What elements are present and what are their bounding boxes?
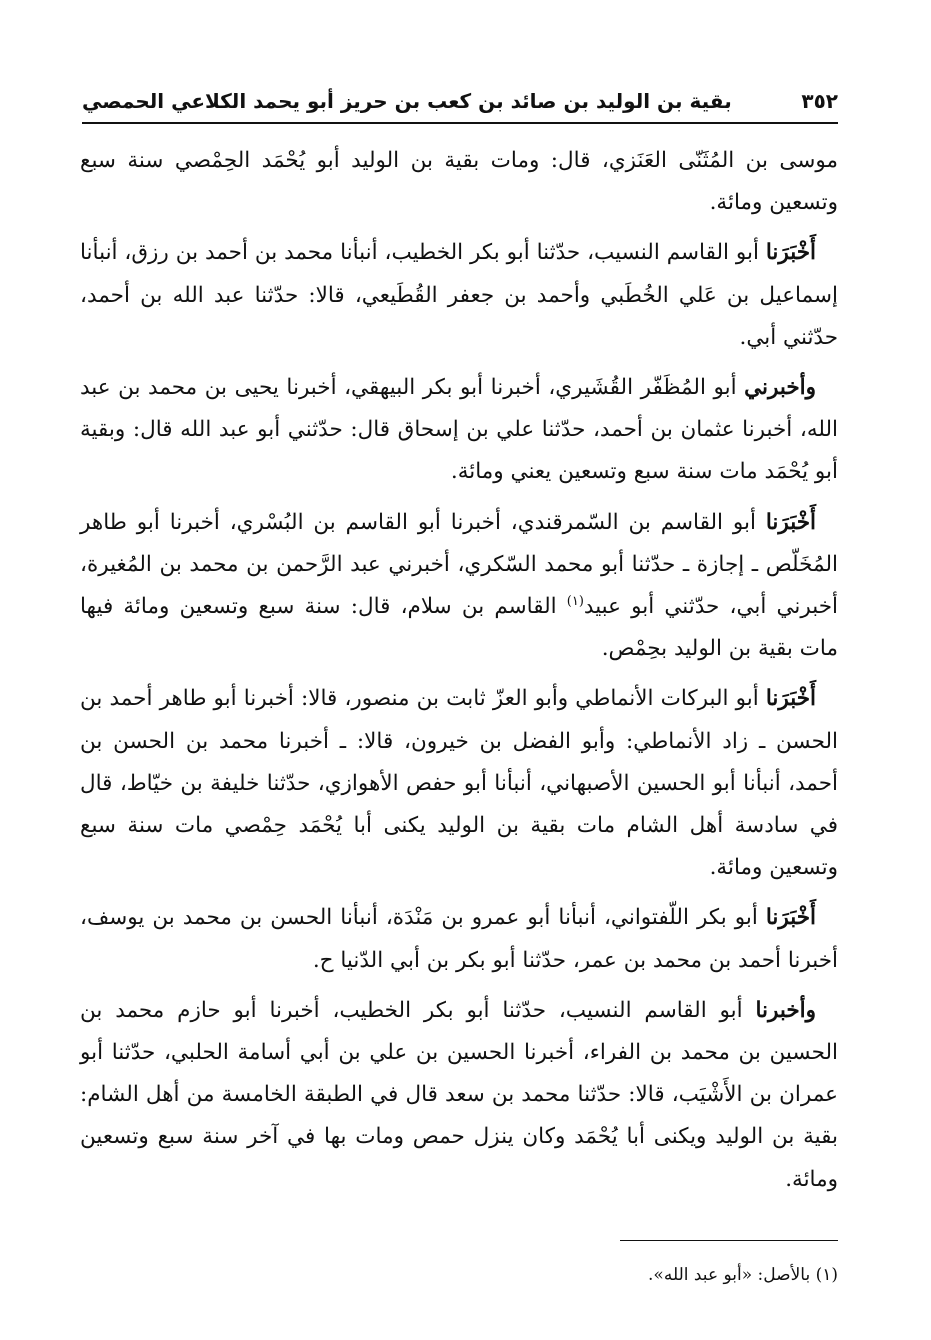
page-number: ٣٥٢ [801, 89, 838, 113]
paragraph [80, 140, 838, 224]
paragraph-lead-word: أَخْبَرَنا [765, 686, 816, 712]
page-header [82, 84, 838, 118]
paragraph [80, 990, 838, 1201]
paragraph-text: أبو البركات الأنماطي وأبو العزّ ثابت بن منصور، قالا: أخبرنا أبو طاهر أحمد بن الحسن ـ زاد الأنماطي: وأبو الفضل بن خيرون، قالا: ـ أخبرنا محمد بن الحسن بن أحمد، أنبأنا أبو الحسين الأصبهاني، أنبأنا أبو حفص الأهوازي، حدّثنا خليفة بن خيّاط، قال في سادسة أهل الشام مات بقية بن الوليد يكنى أبا يُحْمَد حِمْصي مات سنة سبع وتسعين ومائة. [80, 686, 838, 881]
paragraph-text: أبو بكر اللّفتواني، أنبأنا أبو عمرو بن مَنْدَة، أنبأنا الحسن بن محمد بن يوسف، أخبرنا أحمد بن محمد بن عمر، حدّثنا أبو بكر بن أبي الدّنيا ح. [80, 905, 838, 973]
paragraph-text-continued: القاسم بن سلام، قال: سنة سبع وتسعين ومائة فيها مات بقية بن الوليد بحِمْص. [80, 594, 838, 662]
paragraph-text: موسى بن المُثَنّى العَنَزي، قال: ومات بقية بن الوليد أبو يُحْمَد الحِمْصي سنة سبع وتسعين ومائة. [80, 148, 838, 216]
footnote [480, 1262, 838, 1288]
footnote-reference[interactable]: (١) [566, 593, 584, 609]
footnote-text: بالأصل: «أبو عبد الله». [648, 1265, 811, 1285]
paragraph-lead-word: وأخبرنا [755, 997, 816, 1023]
main-text [80, 140, 838, 1209]
paragraph-lead-word: أَخْبَرَنا [765, 240, 816, 266]
paragraph-lead-word: وأخبرني [744, 375, 816, 401]
footnote-marker: (١) [815, 1265, 838, 1285]
paragraph-lead-word: أَخْبَرَنا [765, 509, 816, 535]
paragraph-text: أبو القاسم النسيب، حدّثنا أبو بكر الخطيب، أنبأنا محمد بن أحمد بن رزق، أنبأنا إسماعيل بن عَلي الخُطَبي وأحمد بن جعفر القُطَيعي، قالا: حدّثنا عبد الله بن أحمد، حدّثني أبي. [80, 240, 838, 350]
running-title: بقية بن الوليد بن صائد بن كعب بن حريز أبو يحمد الكلاعي الحمصي [82, 89, 732, 113]
header-rule [82, 122, 838, 124]
paragraph [80, 678, 838, 889]
footnote-rule [620, 1240, 838, 1241]
paragraph-lead-word: أَخْبَرَنا [765, 905, 816, 931]
paragraph-text: أبو المُظَفّر القُشَيري، أخبرنا أبو بكر البيهقي، أخبرنا يحيى بن محمد بن عبد الله، أخبرنا عثمان بن أحمد، حدّثنا علي بن إسحاق قال: حدّثني أبو عبد الله قال: وبقية أبو يُحْمَد مات سنة سبع وتسعين يعني ومائة. [80, 375, 838, 485]
paragraph [80, 502, 838, 671]
paragraph-text: أبو القاسم بن السّمرقندي، أخبرنا أبو القاسم بن البُسْري، أخبرنا أبو طاهر المُخَلّص ـ إجازة ـ حدّثنا أبو محمد السّكري، أخبرني عبد الرَّحمن بن محمد بن المُغيرة، أخبرني أبي، حدّثني أبو عبيد [80, 509, 838, 620]
paragraph [80, 897, 838, 981]
paragraph [80, 232, 838, 359]
paragraph [80, 367, 838, 494]
paragraph-text: أبو القاسم النسيب، حدّثنا أبو بكر الخطيب، أخبرنا أبو حازم محمد بن الحسين بن محمد بن الفراء، أخبرنا الحسين بن علي بن أبي أسامة الحلبي، حدّثنا أبو عمران بن الأَشْيَب، قالا: حدّثنا محمد بن سعد قال في الطبقة الخامسة من أهل الشام: بقية بن الوليد ويكنى أبا يُحْمَد وكان ينزل حمص ومات بها في آخر سنة سبع وتسعين ومائة. [80, 997, 838, 1192]
